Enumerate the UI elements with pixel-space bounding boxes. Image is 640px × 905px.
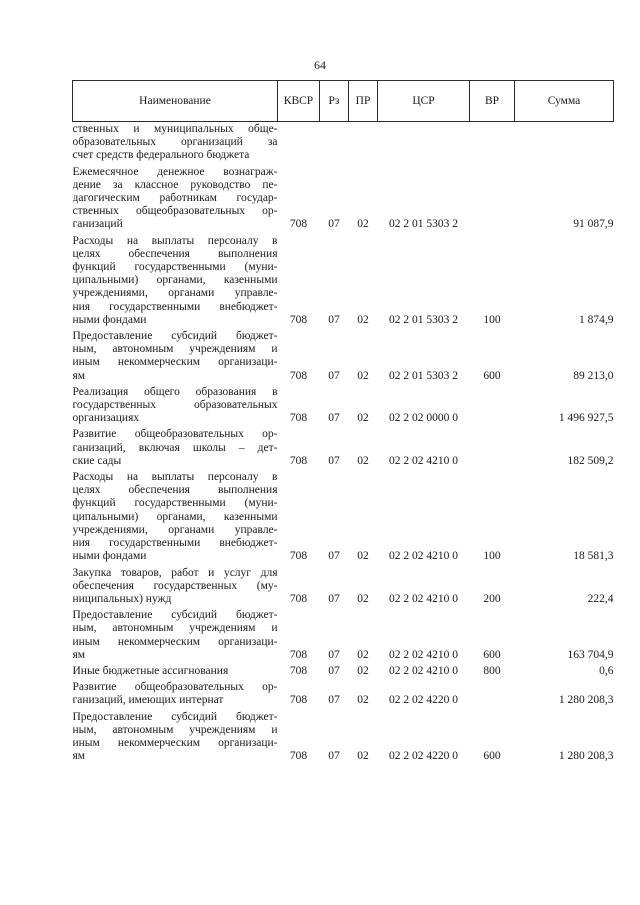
row-name-line: Предоставление субсидий бюджет-	[72, 710, 278, 723]
row-rz: 07	[328, 454, 340, 467]
row-vr	[470, 427, 515, 470]
row-pr: 02	[357, 664, 369, 677]
row-name-line: ными фондами	[72, 313, 147, 326]
row-name-line: ям	[72, 369, 86, 382]
row-vr: 200	[483, 592, 501, 605]
row-vr	[470, 680, 515, 709]
row-vr: 800	[483, 664, 501, 677]
row-sum: 91 087,9	[573, 218, 614, 231]
row-vr: 600	[483, 750, 501, 763]
header-rz: Рз	[320, 81, 349, 122]
row-rz: 07	[328, 412, 340, 425]
row-name-line: иным некоммерческим организаци-	[72, 356, 278, 369]
row-vr: 600	[483, 369, 501, 382]
table-row	[73, 664, 614, 680]
row-name	[73, 664, 278, 680]
row-name-line: функций государственными (муни-	[72, 497, 278, 510]
row-pr: 02	[357, 592, 369, 605]
row-pr: 02	[357, 313, 369, 326]
row-pr: 02	[357, 694, 369, 707]
row-tsr: 02 2 01 5303 2	[389, 369, 458, 382]
row-rz: 07	[328, 750, 340, 763]
table-row	[73, 122, 614, 165]
row-name-line: ские сады	[72, 454, 122, 467]
row-vr	[470, 122, 515, 165]
row-sum: 1 280 208,3	[558, 750, 614, 763]
row-name-line: Предоставление субсидий бюджет-	[72, 330, 278, 343]
row-kvsr: 708	[289, 454, 308, 467]
row-name-line: иным некоммерческим организаци-	[72, 635, 278, 648]
row-pr	[349, 122, 378, 165]
row-rz: 07	[328, 369, 340, 382]
row-pr: 02	[357, 550, 369, 563]
row-tsr: 02 2 02 4210 0	[389, 592, 458, 605]
row-sum: 1 874,9	[579, 313, 614, 326]
row-name-line: Иные бюджетные ассигнования	[72, 664, 229, 677]
row-sum: 18 581,3	[573, 550, 614, 563]
row-rz: 07	[328, 313, 340, 326]
row-name-line: иным некоммерческим организаци-	[72, 736, 278, 749]
row-name-line: ными фондами	[72, 550, 147, 563]
header-kvsr: КВСР	[278, 81, 320, 122]
row-name-line: обеспечения государственных (му-	[72, 579, 278, 592]
row-name-line: целях обеспечения выполнения	[72, 484, 278, 497]
row-name-line: организациях	[72, 412, 140, 425]
row-name-line: Расходы на выплаты персоналу в	[72, 234, 278, 247]
row-kvsr: 708	[289, 218, 308, 231]
row-name-line: счет средств федерального бюджета	[72, 149, 250, 162]
row-kvsr: 708	[289, 648, 308, 661]
row-name-line: ганизаций, включая школы – дет-	[72, 441, 278, 454]
row-name	[73, 566, 278, 609]
row-sum: 1 496 927,5	[558, 412, 614, 425]
row-name-line: Закупка товаров, работ и услуг для	[72, 566, 278, 579]
row-name-line: государственных образовательных	[72, 399, 278, 412]
row-name-line: ципальными) органами, казенными	[72, 510, 278, 523]
row-name	[73, 710, 278, 766]
row-name	[73, 385, 278, 428]
row-tsr: 02 2 01 5303 2	[389, 218, 458, 231]
row-name-line: ным, автономным учреждениям и	[72, 723, 278, 736]
row-tsr: 02 2 02 4210 0	[389, 550, 458, 563]
header-vr: ВР	[470, 81, 515, 122]
header-tsr: ЦСР	[378, 81, 470, 122]
row-name	[73, 122, 278, 165]
row-kvsr: 708	[289, 694, 308, 707]
row-pr: 02	[357, 369, 369, 382]
row-name-line: функций государственными (муни-	[72, 261, 278, 274]
row-name	[73, 329, 278, 385]
row-name-line: Реализация общего образования в	[72, 385, 278, 398]
row-name-line: ям	[72, 750, 86, 763]
table-row	[73, 165, 614, 234]
row-name-line: ния государственными внебюджет-	[72, 300, 278, 313]
row-kvsr	[278, 122, 320, 165]
row-sum	[515, 122, 614, 165]
row-rz	[320, 122, 349, 165]
row-name-line: ственных и муниципальных обще-	[72, 123, 278, 135]
row-name-line: ным, автономным учреждениям и	[72, 343, 278, 356]
row-name-line: целях обеспечения выполнения	[72, 247, 278, 260]
table-row	[73, 680, 614, 709]
row-rz: 07	[328, 592, 340, 605]
row-tsr	[378, 122, 470, 165]
row-name-line: учреждениями, органами управле-	[72, 523, 278, 536]
row-rz: 07	[328, 218, 340, 231]
budget-table	[72, 80, 614, 765]
table-row	[73, 234, 614, 329]
row-pr: 02	[357, 412, 369, 425]
row-tsr: 02 2 01 5303 2	[389, 313, 458, 326]
row-kvsr: 708	[289, 369, 308, 382]
row-pr: 02	[357, 750, 369, 763]
row-pr: 02	[357, 218, 369, 231]
row-vr: 100	[483, 550, 501, 563]
row-name-line: дение за классное руководство пе-	[72, 178, 278, 191]
row-name-line: Развитие общеобразовательных ор-	[72, 428, 278, 441]
row-kvsr: 708	[289, 550, 308, 563]
row-tsr: 02 2 02 4210 0	[389, 454, 458, 467]
table-row	[73, 427, 614, 470]
row-kvsr: 708	[289, 592, 308, 605]
row-sum: 163 704,9	[567, 648, 614, 661]
row-rz: 07	[328, 694, 340, 707]
row-sum: 1 280 208,3	[558, 694, 614, 707]
row-name	[73, 427, 278, 470]
row-vr: 100	[483, 313, 501, 326]
row-sum: 89 213,0	[573, 369, 614, 382]
row-name-line: Предоставление субсидий бюджет-	[72, 609, 278, 622]
row-name-line: ственных общеобразовательных ор-	[72, 205, 278, 218]
row-rz: 07	[328, 648, 340, 661]
row-sum: 0,6	[599, 664, 614, 677]
row-sum: 182 509,2	[567, 454, 614, 467]
row-name-line: ципальными) органами, казенными	[72, 274, 278, 287]
row-sum: 222,4	[587, 592, 614, 605]
row-name-line: образовательных организаций за	[72, 136, 278, 149]
table-row	[73, 608, 614, 664]
row-kvsr: 708	[289, 313, 308, 326]
header-name: Наименование	[73, 81, 278, 122]
row-vr	[470, 385, 515, 428]
row-tsr: 02 2 02 4210 0	[389, 664, 458, 677]
row-name-line: ганизаций, имеющих интернат	[72, 694, 224, 707]
row-name-line: ганизаций	[72, 218, 123, 231]
table-row	[73, 710, 614, 766]
row-name-line: ным, автономным учреждениям и	[72, 622, 278, 635]
row-name	[73, 680, 278, 709]
table-row	[73, 385, 614, 428]
row-tsr: 02 2 02 4220 0	[389, 750, 458, 763]
row-name-line: Расходы на выплаты персоналу в	[72, 471, 278, 484]
row-kvsr: 708	[289, 412, 308, 425]
row-tsr: 02 2 02 4210 0	[389, 648, 458, 661]
table-row	[73, 566, 614, 609]
row-name-line: дагогическим работникам государ-	[72, 192, 278, 205]
table-header-row	[73, 81, 614, 122]
row-name-line: Ежемесячное денежное вознаграж-	[72, 165, 278, 178]
row-rz: 07	[328, 550, 340, 563]
row-name-line: Развитие общеобразовательных ор-	[72, 681, 278, 694]
row-name	[73, 608, 278, 664]
row-kvsr: 708	[289, 664, 308, 677]
row-pr: 02	[357, 454, 369, 467]
page-number: 64	[314, 58, 326, 72]
row-tsr: 02 2 02 4220 0	[389, 694, 458, 707]
row-kvsr: 708	[289, 750, 308, 763]
row-tsr: 02 2 02 0000 0	[389, 412, 458, 425]
row-pr: 02	[357, 648, 369, 661]
header-pr: ПР	[349, 81, 378, 122]
row-name-line: ния государственными внебюджет-	[72, 537, 278, 550]
row-name	[73, 470, 278, 565]
row-name-line: учреждениями, органами управле-	[72, 287, 278, 300]
row-name	[73, 234, 278, 329]
row-name-line: ниципальных) нужд	[72, 592, 172, 605]
table-row	[73, 470, 614, 565]
table-body	[73, 122, 614, 766]
row-name-line: ям	[72, 648, 86, 661]
row-vr: 600	[483, 648, 501, 661]
header-sum: Сумма	[515, 81, 614, 122]
row-vr	[470, 165, 515, 234]
row-name	[73, 165, 278, 234]
table-row	[73, 329, 614, 385]
row-rz: 07	[328, 664, 340, 677]
